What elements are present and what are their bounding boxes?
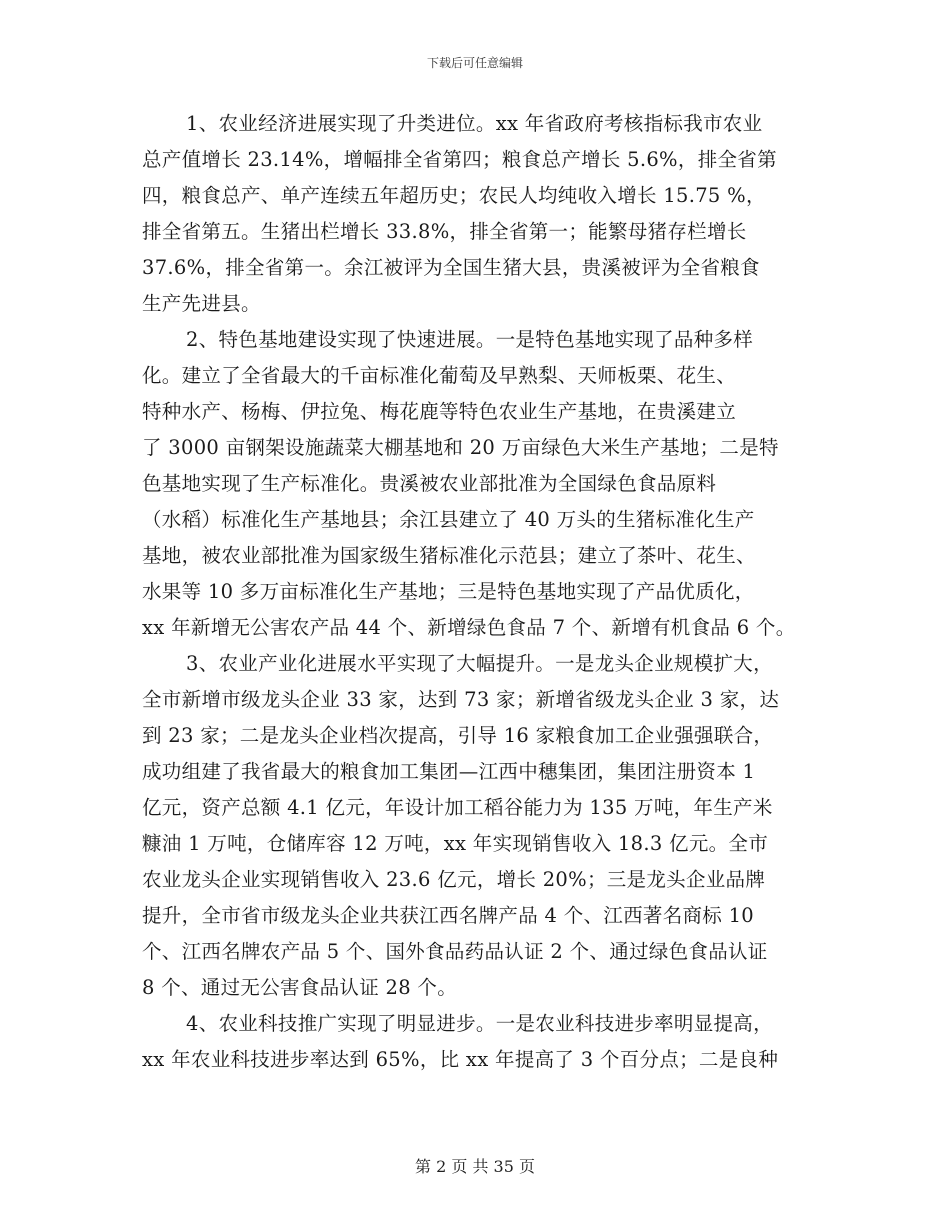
text-line: 了 3000 亩钢架设施蔬菜大棚基地和 20 万亩绿色大米生产基地；二是特 bbox=[142, 436, 779, 459]
text-line: 特种水产、杨梅、伊拉兔、梅花鹿等特色农业生产基地，在贵溪建立 bbox=[142, 400, 737, 423]
text-line: xx 年农业科技进步率达到 65%，比 xx 年提高了 3 个百分点；二是良种 bbox=[142, 1048, 779, 1071]
text-line: 全市新增市级龙头企业 33 家，达到 73 家；新增省级龙头企业 3 家，达 bbox=[142, 688, 780, 711]
page-header: 下载后可任意编辑 bbox=[426, 56, 523, 70]
text-line: 农业龙头企业实现销售收入 23.6 亿元，增长 20%；三是龙头企业品牌 bbox=[142, 868, 766, 891]
text-line: xx 年新增无公害农产品 44 个、新增绿色食品 7 个、新增有机食品 6 个。 bbox=[142, 616, 796, 639]
text-line: 到 23 家；二是龙头企业档次提高，引导 16 家粮食加工企业强强联合， bbox=[142, 724, 774, 747]
text-line: 4、农业科技推广实现了明显进步。一是农业科技进步率明显提高， bbox=[186, 1012, 773, 1035]
text-line: 化。建立了全省最大的千亩标准化葡萄及早熟梨、天师板栗、花生、 bbox=[142, 364, 737, 387]
text-line: 3、农业产业化进展水平实现了大幅提升。一是龙头企业规模扩大， bbox=[186, 652, 773, 675]
paragraph-2 bbox=[142, 322, 818, 646]
page-number: 第 2 页 共 35 页 bbox=[415, 1157, 535, 1176]
text-line: 8 个、通过无公害食品认证 28 个。 bbox=[142, 976, 458, 999]
document-body bbox=[142, 106, 818, 1078]
paragraph-4 bbox=[142, 1006, 818, 1078]
paragraph-1 bbox=[142, 106, 818, 322]
text-line: 亿元，资产总额 4.1 亿元，年设计加工稻谷能力为 135 万吨，年生产米 bbox=[142, 796, 773, 819]
text-line: 水果等 10 多万亩标准化生产基地；三是特色基地实现了产品优质化， bbox=[142, 580, 755, 603]
text-line: 四，粮食总产、单产连续五年超历史；农民人均纯收入增长 15.75 %， bbox=[142, 184, 766, 207]
text-line: 提升，全市省市级龙头企业共获江西名牌产品 4 个、江西著名商标 10 bbox=[142, 904, 755, 927]
text-line: 1、农业经济进展实现了升类进位。xx 年省政府考核指标我市农业 bbox=[186, 112, 763, 135]
text-line: 排全省第五。生猪出栏增长 33.8%，排全省第一；能繁母猪存栏增长 bbox=[142, 220, 747, 243]
text-line: 糠油 1 万吨，仓储库容 12 万吨，xx 年实现销售收入 18.3 亿元。全市 bbox=[142, 832, 769, 855]
paragraph-3 bbox=[142, 646, 818, 1006]
text-line: 基地，被农业部批准为国家级生猪标准化示范县；建立了茶叶、花生、 bbox=[142, 544, 756, 567]
text-line: 总产值增长 23.14%，增幅排全省第四；粮食总产增长 5.6%，排全省第 bbox=[142, 148, 777, 171]
text-line: 生产先进县。 bbox=[142, 292, 261, 315]
text-line: 色基地实现了生产标准化。贵溪被农业部批准为全国绿色食品原料 bbox=[142, 472, 717, 495]
text-line: 个、江西名牌农产品 5 个、国外食品药品认证 2 个、通过绿色食品认证 bbox=[142, 940, 768, 963]
text-line: （水稻）标准化生产基地县；余江县建立了 40 万头的生猪标准化生产 bbox=[142, 508, 755, 531]
text-line: 2、特色基地建设实现了快速进展。一是特色基地实现了品种多样 bbox=[186, 328, 754, 351]
text-line: 成功组建了我省最大的粮食加工集团—江西中穗集团，集团注册资本 1 bbox=[142, 760, 756, 783]
text-line: 37.6%，排全省第一。余江被评为全国生猪大县，贵溪被评为全省粮食 bbox=[142, 256, 760, 279]
